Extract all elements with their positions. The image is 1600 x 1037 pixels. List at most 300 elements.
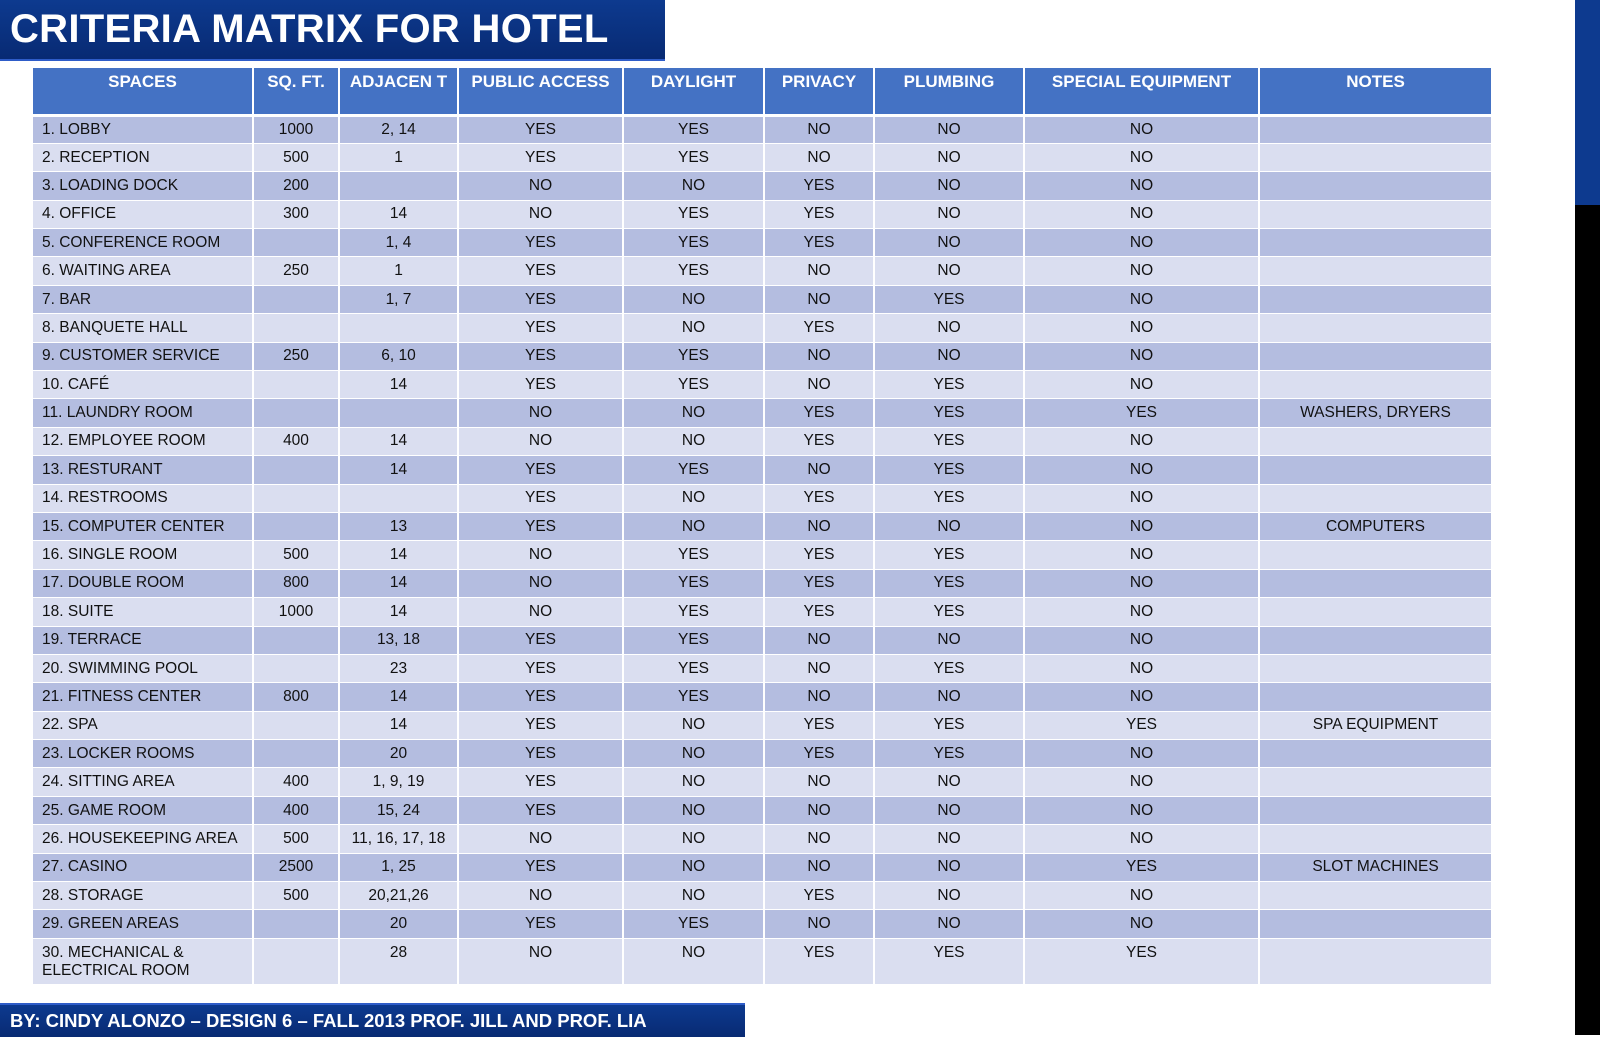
- cell-special-equipment: NO: [1024, 314, 1259, 342]
- cell-privacy: NO: [764, 796, 874, 824]
- cell-privacy: NO: [764, 853, 874, 881]
- cell-public-access: YES: [458, 115, 623, 143]
- cell-privacy: YES: [764, 200, 874, 228]
- header-notes: NOTES: [1259, 68, 1492, 115]
- cell-daylight: YES: [623, 143, 764, 171]
- table-row: [33, 541, 1492, 569]
- cell-special-equipment: NO: [1024, 143, 1259, 171]
- cell-public-access: YES: [458, 314, 623, 342]
- cell-daylight: YES: [623, 456, 764, 484]
- cell-space: 27. CASINO: [33, 853, 253, 881]
- cell-adjacent: 14: [339, 541, 458, 569]
- table-row: [33, 882, 1492, 910]
- cell-privacy: NO: [764, 257, 874, 285]
- cell-notes: [1259, 598, 1492, 626]
- cell-notes: SLOT MACHINES: [1259, 853, 1492, 881]
- cell-sqft: [253, 938, 339, 984]
- table-row: [33, 853, 1492, 881]
- cell-privacy: YES: [764, 569, 874, 597]
- cell-daylight: NO: [623, 768, 764, 796]
- cell-special-equipment: NO: [1024, 172, 1259, 200]
- cell-notes: [1259, 285, 1492, 313]
- cell-space: 11. LAUNDRY ROOM: [33, 399, 253, 427]
- cell-sqft: 250: [253, 257, 339, 285]
- cell-sqft: 500: [253, 825, 339, 853]
- cell-adjacent: 1, 25: [339, 853, 458, 881]
- table-row: [33, 314, 1492, 342]
- cell-notes: [1259, 796, 1492, 824]
- cell-sqft: [253, 740, 339, 768]
- header-plumbing: PLUMBING: [874, 68, 1024, 115]
- cell-daylight: NO: [623, 825, 764, 853]
- cell-sqft: 800: [253, 683, 339, 711]
- cell-sqft: [253, 285, 339, 313]
- cell-space: 10. CAFÉ: [33, 371, 253, 399]
- cell-plumbing: NO: [874, 768, 1024, 796]
- cell-plumbing: NO: [874, 910, 1024, 938]
- cell-space: 23. LOCKER ROOMS: [33, 740, 253, 768]
- cell-space: 25. GAME ROOM: [33, 796, 253, 824]
- cell-adjacent: 11, 16, 17, 18: [339, 825, 458, 853]
- cell-space: 3. LOADING DOCK: [33, 172, 253, 200]
- cell-public-access: YES: [458, 257, 623, 285]
- cell-daylight: NO: [623, 314, 764, 342]
- cell-space: 6. WAITING AREA: [33, 257, 253, 285]
- cell-public-access: YES: [458, 229, 623, 257]
- cell-space: 12. EMPLOYEE ROOM: [33, 427, 253, 455]
- cell-public-access: NO: [458, 427, 623, 455]
- cell-adjacent: 14: [339, 456, 458, 484]
- cell-sqft: 800: [253, 569, 339, 597]
- cell-plumbing: NO: [874, 853, 1024, 881]
- cell-daylight: NO: [623, 938, 764, 984]
- cell-special-equipment: NO: [1024, 229, 1259, 257]
- cell-plumbing: NO: [874, 882, 1024, 910]
- table-row: [33, 257, 1492, 285]
- cell-notes: [1259, 200, 1492, 228]
- cell-notes: [1259, 115, 1492, 143]
- cell-sqft: 1000: [253, 115, 339, 143]
- table-row: [33, 740, 1492, 768]
- cell-special-equipment: NO: [1024, 740, 1259, 768]
- table-row: [33, 456, 1492, 484]
- table-row: [33, 683, 1492, 711]
- cell-sqft: 500: [253, 882, 339, 910]
- table-row: [33, 938, 1492, 984]
- cell-daylight: YES: [623, 654, 764, 682]
- cell-sqft: [253, 626, 339, 654]
- cell-space: 21. FITNESS CENTER: [33, 683, 253, 711]
- cell-plumbing: NO: [874, 115, 1024, 143]
- cell-space: 7. BAR: [33, 285, 253, 313]
- cell-daylight: YES: [623, 229, 764, 257]
- cell-notes: [1259, 427, 1492, 455]
- table-row: [33, 825, 1492, 853]
- cell-plumbing: NO: [874, 512, 1024, 540]
- cell-privacy: NO: [764, 626, 874, 654]
- cell-special-equipment: NO: [1024, 654, 1259, 682]
- header-row: [33, 68, 1492, 115]
- cell-sqft: [253, 512, 339, 540]
- cell-adjacent: [339, 314, 458, 342]
- cell-public-access: NO: [458, 541, 623, 569]
- cell-special-equipment: NO: [1024, 910, 1259, 938]
- right-edge-bar: [1575, 205, 1600, 1035]
- cell-privacy: NO: [764, 654, 874, 682]
- cell-special-equipment: NO: [1024, 371, 1259, 399]
- right-accent-bar: [1575, 0, 1600, 205]
- header-sqft: SQ. FT.: [253, 68, 339, 115]
- cell-sqft: [253, 314, 339, 342]
- cell-sqft: 1000: [253, 598, 339, 626]
- cell-plumbing: NO: [874, 143, 1024, 171]
- cell-privacy: NO: [764, 456, 874, 484]
- cell-public-access: YES: [458, 626, 623, 654]
- cell-public-access: YES: [458, 285, 623, 313]
- table-row: [33, 115, 1492, 143]
- cell-notes: [1259, 143, 1492, 171]
- cell-plumbing: NO: [874, 796, 1024, 824]
- table-row: [33, 654, 1492, 682]
- cell-special-equipment: NO: [1024, 541, 1259, 569]
- cell-public-access: NO: [458, 200, 623, 228]
- cell-privacy: YES: [764, 740, 874, 768]
- cell-privacy: YES: [764, 598, 874, 626]
- table-row: [33, 200, 1492, 228]
- cell-space: 30. MECHANICAL & ELECTRICAL ROOM: [33, 938, 253, 984]
- table-row: [33, 143, 1492, 171]
- cell-public-access: YES: [458, 654, 623, 682]
- cell-privacy: NO: [764, 285, 874, 313]
- cell-special-equipment: YES: [1024, 853, 1259, 881]
- cell-space: 5. CONFERENCE ROOM: [33, 229, 253, 257]
- cell-plumbing: YES: [874, 740, 1024, 768]
- cell-public-access: YES: [458, 853, 623, 881]
- table-row: [33, 229, 1492, 257]
- cell-notes: [1259, 654, 1492, 682]
- cell-notes: SPA EQUIPMENT: [1259, 711, 1492, 739]
- cell-notes: [1259, 257, 1492, 285]
- cell-adjacent: 20: [339, 740, 458, 768]
- cell-daylight: NO: [623, 399, 764, 427]
- table-row: [33, 512, 1492, 540]
- cell-privacy: YES: [764, 427, 874, 455]
- cell-space: 15. COMPUTER CENTER: [33, 512, 253, 540]
- cell-plumbing: YES: [874, 541, 1024, 569]
- header-adjacent: ADJACEN T: [339, 68, 458, 115]
- cell-space: 26. HOUSEKEEPING AREA: [33, 825, 253, 853]
- cell-plumbing: NO: [874, 229, 1024, 257]
- header-daylight: DAYLIGHT: [623, 68, 764, 115]
- cell-adjacent: 14: [339, 683, 458, 711]
- cell-sqft: 400: [253, 768, 339, 796]
- cell-public-access: YES: [458, 371, 623, 399]
- cell-daylight: YES: [623, 200, 764, 228]
- cell-sqft: [253, 711, 339, 739]
- cell-sqft: [253, 484, 339, 512]
- cell-daylight: NO: [623, 882, 764, 910]
- cell-special-equipment: YES: [1024, 399, 1259, 427]
- cell-public-access: NO: [458, 882, 623, 910]
- cell-daylight: NO: [623, 427, 764, 455]
- cell-adjacent: 1, 4: [339, 229, 458, 257]
- table-row: [33, 711, 1492, 739]
- cell-special-equipment: NO: [1024, 683, 1259, 711]
- cell-sqft: 400: [253, 796, 339, 824]
- cell-notes: [1259, 569, 1492, 597]
- cell-adjacent: 14: [339, 598, 458, 626]
- header-spaces: SPACES: [33, 68, 253, 115]
- cell-public-access: NO: [458, 172, 623, 200]
- cell-special-equipment: NO: [1024, 626, 1259, 654]
- cell-privacy: YES: [764, 399, 874, 427]
- cell-plumbing: YES: [874, 484, 1024, 512]
- cell-special-equipment: NO: [1024, 427, 1259, 455]
- cell-daylight: YES: [623, 626, 764, 654]
- page-title: CRITERIA MATRIX FOR HOTEL: [10, 6, 609, 51]
- cell-notes: [1259, 172, 1492, 200]
- cell-notes: [1259, 825, 1492, 853]
- cell-adjacent: 15, 24: [339, 796, 458, 824]
- cell-adjacent: [339, 399, 458, 427]
- cell-privacy: NO: [764, 143, 874, 171]
- cell-public-access: NO: [458, 569, 623, 597]
- cell-adjacent: 14: [339, 569, 458, 597]
- cell-public-access: YES: [458, 683, 623, 711]
- cell-notes: [1259, 314, 1492, 342]
- criteria-matrix-table: [33, 68, 1493, 985]
- cell-notes: [1259, 740, 1492, 768]
- cell-notes: [1259, 342, 1492, 370]
- cell-adjacent: 6, 10: [339, 342, 458, 370]
- cell-plumbing: YES: [874, 371, 1024, 399]
- cell-special-equipment: NO: [1024, 484, 1259, 512]
- cell-notes: [1259, 371, 1492, 399]
- cell-space: 19. TERRACE: [33, 626, 253, 654]
- cell-sqft: 500: [253, 541, 339, 569]
- header-privacy: PRIVACY: [764, 68, 874, 115]
- cell-sqft: 250: [253, 342, 339, 370]
- title-bar: [0, 0, 665, 61]
- cell-privacy: YES: [764, 229, 874, 257]
- cell-notes: [1259, 938, 1492, 984]
- cell-privacy: YES: [764, 314, 874, 342]
- cell-sqft: 2500: [253, 853, 339, 881]
- cell-special-equipment: NO: [1024, 512, 1259, 540]
- cell-sqft: [253, 654, 339, 682]
- cell-daylight: NO: [623, 740, 764, 768]
- cell-space: 1. LOBBY: [33, 115, 253, 143]
- cell-sqft: 400: [253, 427, 339, 455]
- cell-public-access: YES: [458, 484, 623, 512]
- cell-adjacent: 1, 7: [339, 285, 458, 313]
- cell-notes: [1259, 541, 1492, 569]
- cell-space: 17. DOUBLE ROOM: [33, 569, 253, 597]
- cell-privacy: NO: [764, 683, 874, 711]
- cell-plumbing: YES: [874, 285, 1024, 313]
- table-row: [33, 598, 1492, 626]
- cell-sqft: [253, 371, 339, 399]
- header-special-equipment: SPECIAL EQUIPMENT: [1024, 68, 1259, 115]
- cell-privacy: YES: [764, 711, 874, 739]
- cell-space: 9. CUSTOMER SERVICE: [33, 342, 253, 370]
- table-row: [33, 484, 1492, 512]
- cell-space: 13. RESTURANT: [33, 456, 253, 484]
- cell-special-equipment: NO: [1024, 342, 1259, 370]
- cell-daylight: YES: [623, 115, 764, 143]
- cell-notes: [1259, 683, 1492, 711]
- table-row: [33, 910, 1492, 938]
- cell-privacy: NO: [764, 768, 874, 796]
- cell-space: 24. SITTING AREA: [33, 768, 253, 796]
- cell-daylight: YES: [623, 257, 764, 285]
- cell-adjacent: 20: [339, 910, 458, 938]
- cell-adjacent: 13: [339, 512, 458, 540]
- cell-special-equipment: NO: [1024, 598, 1259, 626]
- cell-plumbing: YES: [874, 456, 1024, 484]
- cell-space: 29. GREEN AREAS: [33, 910, 253, 938]
- cell-privacy: YES: [764, 541, 874, 569]
- cell-space: 18. SUITE: [33, 598, 253, 626]
- cell-plumbing: NO: [874, 342, 1024, 370]
- cell-notes: [1259, 626, 1492, 654]
- table-row: [33, 285, 1492, 313]
- cell-notes: [1259, 768, 1492, 796]
- cell-special-equipment: NO: [1024, 456, 1259, 484]
- cell-plumbing: NO: [874, 172, 1024, 200]
- cell-daylight: YES: [623, 683, 764, 711]
- cell-space: 22. SPA: [33, 711, 253, 739]
- cell-daylight: YES: [623, 910, 764, 938]
- cell-public-access: YES: [458, 768, 623, 796]
- matrix-body: [33, 115, 1492, 984]
- cell-privacy: NO: [764, 371, 874, 399]
- cell-plumbing: YES: [874, 711, 1024, 739]
- cell-sqft: [253, 399, 339, 427]
- cell-plumbing: YES: [874, 399, 1024, 427]
- cell-plumbing: YES: [874, 598, 1024, 626]
- cell-adjacent: 14: [339, 371, 458, 399]
- cell-public-access: YES: [458, 910, 623, 938]
- cell-public-access: NO: [458, 938, 623, 984]
- cell-space: 28. STORAGE: [33, 882, 253, 910]
- cell-sqft: [253, 910, 339, 938]
- cell-daylight: NO: [623, 285, 764, 313]
- cell-daylight: YES: [623, 541, 764, 569]
- table-row: [33, 427, 1492, 455]
- cell-plumbing: YES: [874, 427, 1024, 455]
- cell-adjacent: 20,21,26: [339, 882, 458, 910]
- cell-public-access: YES: [458, 796, 623, 824]
- cell-notes: [1259, 882, 1492, 910]
- cell-notes: [1259, 229, 1492, 257]
- cell-public-access: YES: [458, 342, 623, 370]
- cell-privacy: YES: [764, 882, 874, 910]
- header-public-access: PUBLIC ACCESS: [458, 68, 623, 115]
- cell-adjacent: 14: [339, 200, 458, 228]
- footer-bar: [0, 1003, 745, 1037]
- cell-space: 4. OFFICE: [33, 200, 253, 228]
- cell-space: 8. BANQUETE HALL: [33, 314, 253, 342]
- cell-privacy: NO: [764, 910, 874, 938]
- table-row: [33, 342, 1492, 370]
- cell-plumbing: NO: [874, 314, 1024, 342]
- cell-public-access: NO: [458, 399, 623, 427]
- cell-adjacent: 1: [339, 143, 458, 171]
- table-row: [33, 626, 1492, 654]
- cell-special-equipment: YES: [1024, 711, 1259, 739]
- cell-adjacent: [339, 484, 458, 512]
- cell-space: 2. RECEPTION: [33, 143, 253, 171]
- cell-special-equipment: NO: [1024, 569, 1259, 597]
- cell-daylight: YES: [623, 598, 764, 626]
- cell-adjacent: 2, 14: [339, 115, 458, 143]
- cell-notes: [1259, 456, 1492, 484]
- cell-public-access: NO: [458, 598, 623, 626]
- cell-notes: COMPUTERS: [1259, 512, 1492, 540]
- cell-public-access: YES: [458, 711, 623, 739]
- cell-adjacent: 14: [339, 427, 458, 455]
- cell-privacy: YES: [764, 172, 874, 200]
- cell-sqft: 300: [253, 200, 339, 228]
- cell-special-equipment: NO: [1024, 768, 1259, 796]
- cell-special-equipment: NO: [1024, 115, 1259, 143]
- cell-plumbing: NO: [874, 200, 1024, 228]
- cell-daylight: NO: [623, 796, 764, 824]
- cell-privacy: NO: [764, 342, 874, 370]
- cell-special-equipment: NO: [1024, 825, 1259, 853]
- cell-sqft: 500: [253, 143, 339, 171]
- cell-public-access: YES: [458, 456, 623, 484]
- cell-plumbing: YES: [874, 569, 1024, 597]
- table-row: [33, 371, 1492, 399]
- cell-daylight: NO: [623, 512, 764, 540]
- cell-plumbing: YES: [874, 938, 1024, 984]
- cell-public-access: NO: [458, 825, 623, 853]
- cell-daylight: YES: [623, 371, 764, 399]
- cell-daylight: YES: [623, 569, 764, 597]
- cell-daylight: NO: [623, 484, 764, 512]
- cell-daylight: NO: [623, 853, 764, 881]
- cell-sqft: [253, 229, 339, 257]
- cell-privacy: YES: [764, 484, 874, 512]
- cell-special-equipment: NO: [1024, 285, 1259, 313]
- cell-special-equipment: YES: [1024, 938, 1259, 984]
- cell-notes: [1259, 910, 1492, 938]
- cell-adjacent: 1: [339, 257, 458, 285]
- cell-notes: WASHERS, DRYERS: [1259, 399, 1492, 427]
- table-row: [33, 399, 1492, 427]
- cell-plumbing: YES: [874, 654, 1024, 682]
- cell-daylight: NO: [623, 172, 764, 200]
- cell-public-access: YES: [458, 143, 623, 171]
- cell-public-access: YES: [458, 512, 623, 540]
- cell-privacy: YES: [764, 938, 874, 984]
- cell-plumbing: NO: [874, 257, 1024, 285]
- cell-sqft: [253, 456, 339, 484]
- cell-public-access: YES: [458, 740, 623, 768]
- cell-adjacent: 28: [339, 938, 458, 984]
- cell-adjacent: 23: [339, 654, 458, 682]
- cell-daylight: NO: [623, 711, 764, 739]
- table-row: [33, 172, 1492, 200]
- cell-privacy: NO: [764, 512, 874, 540]
- cell-privacy: NO: [764, 825, 874, 853]
- cell-adjacent: 14: [339, 711, 458, 739]
- table-row: [33, 569, 1492, 597]
- cell-privacy: NO: [764, 115, 874, 143]
- cell-plumbing: NO: [874, 825, 1024, 853]
